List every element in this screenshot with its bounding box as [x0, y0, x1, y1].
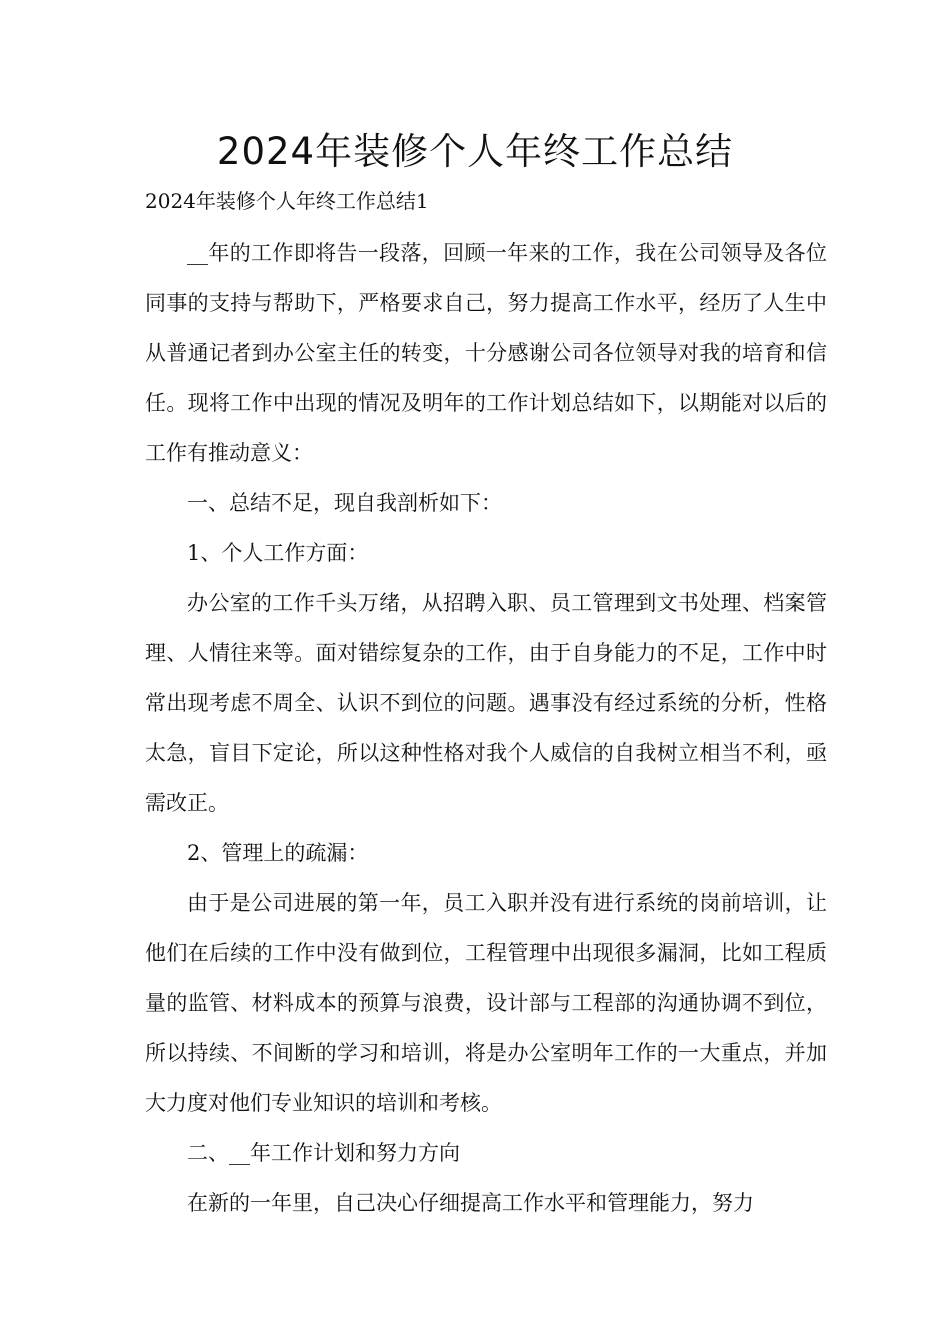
paragraph-personal-work: 办公室的工作千头万绪，从招聘入职、员工管理到文书处理、档案管理、人情往来等。面对错综复杂的工作，由于自身能力的不足，工作中时常出现考虑不周全、认识不到位的问题。遇事没有经过系统的分析，性格太急，盲目下定论，所以这种性格对我个人威信的自我树立相当不利，亟需改正。 — [145, 591, 827, 815]
document-body — [145, 228, 827, 1228]
document-subtitle: 2024年装修个人年终工作总结1 — [145, 189, 429, 213]
subsection-heading-management: 2、管理上的疏漏： — [187, 841, 369, 865]
section-heading-plan: 二、__年工作计划和努力方向 — [187, 1141, 460, 1165]
paragraph-plan: 在新的一年里，自己决心仔细提高工作水平和管理能力，努力 — [187, 1191, 754, 1215]
section-heading-shortcomings: 一、总结不足，现自我剖析如下： — [187, 491, 502, 515]
paragraph-intro: __年的工作即将告一段落，回顾一年来的工作，我在公司领导及各位同事的支持与帮助下，严格要求自己，努力提高工作水平，经历了人生中从普通记者到办公室主任的转变，十分感谢公司各位领导对我的培育和信任。现将工作中出现的情况及明年的工作计划总结如下，以期能对以后的工作有推动意义： — [145, 241, 827, 465]
document-title: 2024年装修个人年终工作总结 — [216, 130, 734, 173]
paragraph-management: 由于是公司进展的第一年，员工入职并没有进行系统的岗前培训，让他们在后续的工作中没有做到位，工程管理中出现很多漏洞，比如工程质量的监管、材料成本的预算与浪费，设计部与工程部的沟通协调不到位，所以持续、不间断的学习和培训，将是办公室明年工作的一大重点，并加大力度对他们专业知识的培训和考核。 — [145, 891, 827, 1115]
subsection-heading-personal-work: 1、个人工作方面： — [187, 541, 369, 565]
